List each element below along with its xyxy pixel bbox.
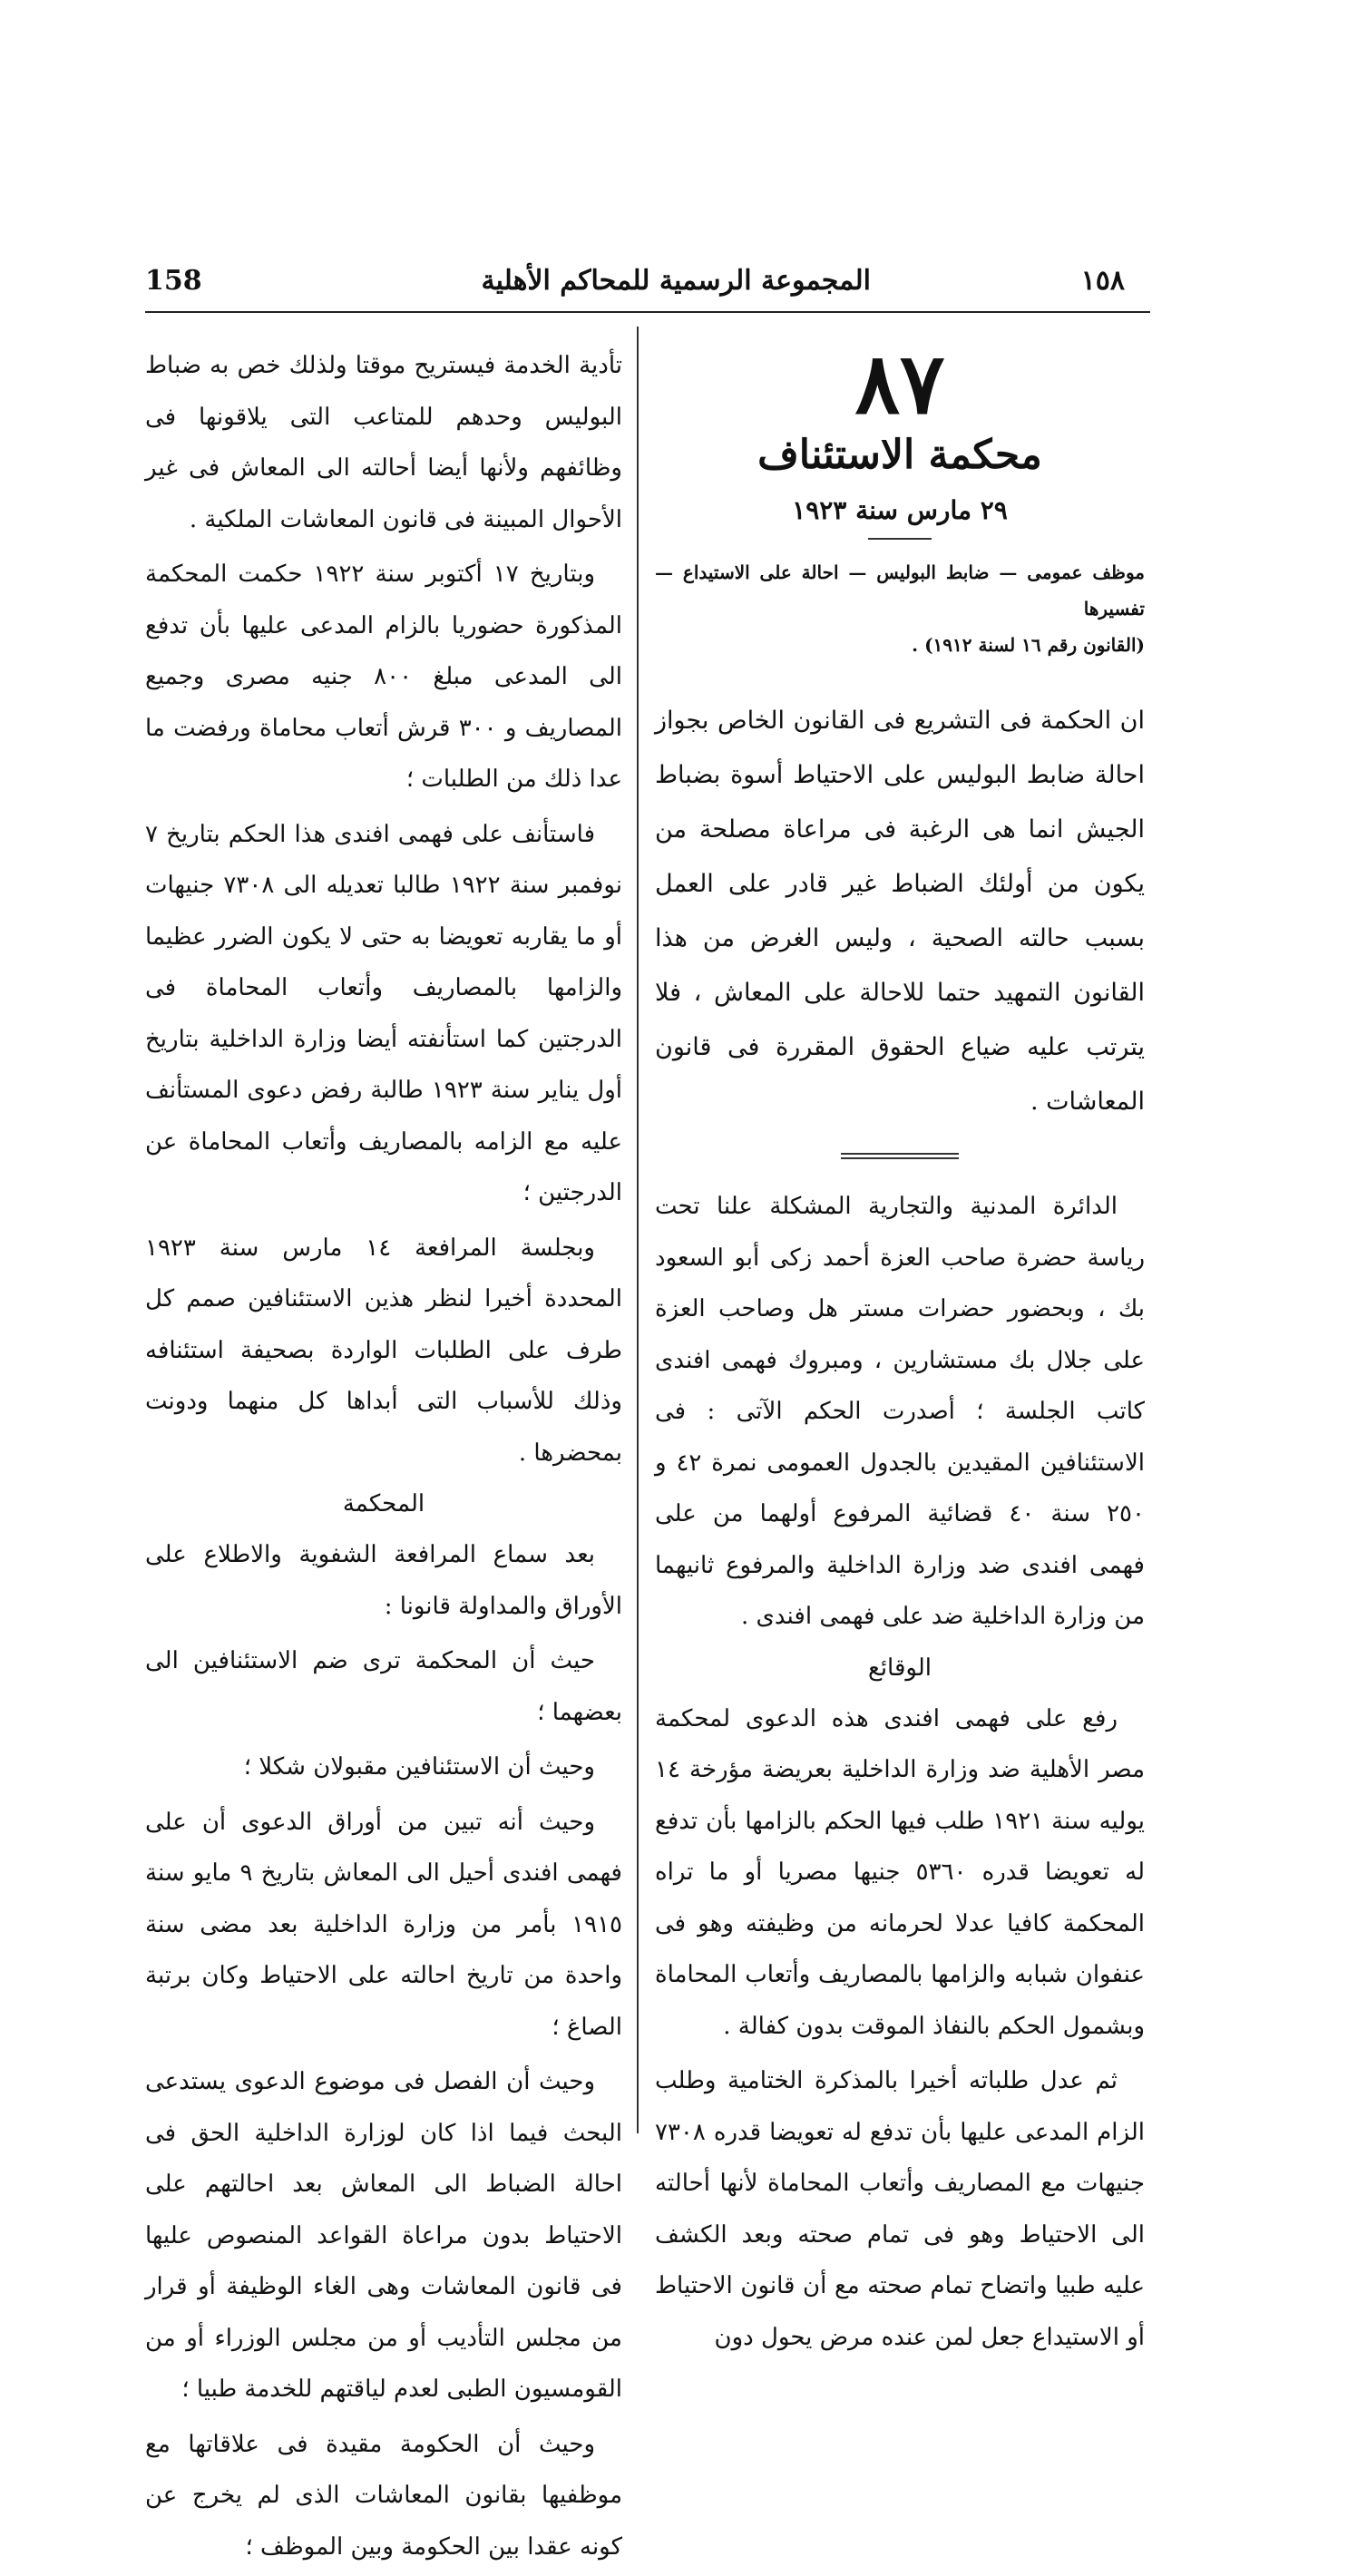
case-date: ٢٩ مارس سنة ١٩٢٣	[792, 495, 1008, 525]
paragraph-10: وحيث أن الحكومة مقيدة فى علاقاتها مع موظفيها بقانون المعاشات الذى لم يخرج عن كونه عقدا بين الحكومة وبين الموظف ؛	[145, 2430, 622, 2561]
case-keywords	[655, 554, 1145, 663]
court-title: المحكمة	[342, 1490, 425, 1517]
paragraph-9: وحيث أن الفصل فى موضوع الدعوى يستدعى البحث فيما اذا كان لوزارة الداخلية الحق فى احالة الضباط الى المعاش بعد احالتهم على الاحتياط بدون مراعاة القواعد المنصوص عليها فى قانون المعاشات وهى الغاء الوظيفة أو قرار من مجلس التأديب أو من مجلس الوزراء أو من القومسيون الطبى لعدم لياقتهم للخدمة طبيا ؛	[145, 2068, 622, 2403]
facts-title: الوقائع	[867, 1654, 932, 1682]
paragraph-2: وبتاريخ ١٧ أكتوبر سنة ١٩٢٢ حكمت المحكمة المذكورة حضوريا بالزام المدعى عليها بأن تدفع الى المدعى مبلغ ٨٠٠ جنيه مصرى وجميع المصاريف و ٣٠٠ قرش أتعاب محاماة ورفضت ما عدا ذلك من الطلبات ؛	[145, 561, 623, 793]
date-rule	[868, 538, 932, 540]
case-summary: ان الحكمة فى التشريع فى القانون الخاص بجواز احالة ضابط البوليس على الاحتياط أسوة بضباط الجيش انما هى الرغبة فى مراعاة مصلحة من يكون من أولئك الضباط غير قادر على العمل بسبب حالته الصحية ، وليس الغرض من هذا القانون التمهيد حتما للاحالة على المعاش ، فلا يترتب عليه ضياع الحقوق المقررة فى قانون المعاشات .	[655, 707, 1145, 1116]
paragraph-7: وحيث أن الاستئنافين مقبولان شكلا ؛	[243, 1753, 595, 1781]
paragraph-4: وبجلسة المرافعة ١٤ مارس سنة ١٩٢٣ المحددة أخيرا لنظر هذين الاستئنافين صمم كل طرف على الطلبات الواردة بصحيفة استئنافه وذلك للأسباب التى أبداها كل منهما ودونت بمحضرها .	[145, 1234, 622, 1467]
right-column	[655, 335, 1145, 2366]
paragraph-6: حيث أن المحكمة ترى ضم الاستئنافين الى بعضهما ؛	[145, 1647, 622, 1726]
page-number-arabic: ١٥٨	[1080, 265, 1125, 297]
left-column	[145, 340, 622, 2576]
paragraph-8: وحيث أنه تبين من أوراق الدعوى أن على فهمى افندى أحيل الى المعاش بتاريخ ٩ مايو سنة ١٩١٥ بأمر من وزارة الداخلية بعد مضى سنة واحدة من تاريخ احالته على الاحتياط وكان برتبة الصاغ ؛	[145, 1808, 622, 2041]
paragraph-1: تأدية الخدمة فيستريح موقتا ولذلك خص به ضباط البوليس وحدهم للمتاعب التى يلاقونها فى وظائفهم ولأنها أيضا أحالته الى المعاش فى غير الأحوال المبينة فى قانون المعاشات الملكية .	[145, 352, 622, 533]
law-reference: (القانون رقم ١٦ لسنة ١٩١٢) .	[912, 634, 1145, 656]
page-number-latin: 158	[145, 265, 202, 297]
keywords-text: موظف عمومى — ضابط البوليس — احالة على الاستيداع — تفسيرها	[655, 561, 1145, 620]
running-title: المجموعة الرسمية للمحاكم الأهلية	[481, 265, 871, 297]
bench-paragraph: الدائرة المدنية والتجارية المشكلة علنا تحت رياسة حضرة صاحب العزة أحمد زكى أبو السعود بك ، وبحضور حضرات مستر هل وصاحب العزة على جلال بك مستشارين ، ومبروك فهمى افندى كاتب الجلسة ؛ أصدرت الحكم الآتى : فى الاستئنافين المقيدين بالجدول العمومى نمرة ٤٢ و ٢٥٠ سنة ٤٠ قضائية المرفوع أولهما من على فهمى افندى ضد وزارة الداخلية والمرفوع ثانيهما من وزارة الداخلية ضد على فهمى افندى .	[655, 1193, 1145, 1630]
facts-paragraph-2: ثم عدل طلباته أخيرا بالمذكرة الختامية وطلب الزام المدعى عليها بأن تدفع له تعويضا قدره ٧٣٠٨ جنيهات مع المصاريف وأتعاب المحاماة لأنها أحالته الى الاحتياط وهو فى تمام صحته وبعد الكشف عليه طبيا واتضاح تمام صحته مع أن قانون الاحتياط أو الاستيداع جعل لمن عنده مرض يحول دون	[655, 2067, 1145, 2351]
facts-paragraph-1: رفع على فهمى افندى هذه الدعوى لمحكمة مصر الأهلية ضد وزارة الداخلية بعريضة مؤرخة ١٤ يوليه سنة ١٩٢١ طلب فيها الحكم بالزامها بأن تدفع له تعويضا قدره ٥٣٦٠ جنيها مصريا أو ما تراه المحكمة كافيا عدلا لحرمانه من وظيفته وهو فى عنفوان شبابه والزامها بالمصاريف وأتعاب المحاماة وبشمول الحكم بالنفاذ الموقت بدون كفالة .	[655, 1704, 1145, 2040]
header-rule	[145, 311, 1150, 313]
court-name: محكمة الاستئناف	[757, 432, 1042, 478]
column-divider	[637, 327, 639, 2133]
paragraph-3: فاستأنف على فهمى افندى هذا الحكم بتاريخ ٧ نوفمبر سنة ١٩٢٢ طالبا تعديله الى ٧٣٠٨ جنيهات أو ما يقاربه تعويضا به حتى لا يكون الضرر عظيما والزامها بالمصاريف وأتعاب المحاماة فى الدرجتين كما استأنفته أيضا وزارة الداخلية بتاريخ أول يناير سنة ١٩٢٣ طالبة رفض دعوى المستأنف عليه مع الزامه بالمصاريف وأتعاب المحاماة عن الدرجتين ؛	[145, 820, 622, 1206]
paragraph-5: بعد سماع المرافعة الشفوية والاطلاع على الأوراق والمداولة قانونا :	[145, 1541, 622, 1620]
case-number: ٨٧	[854, 335, 945, 433]
summary-rule	[841, 1153, 959, 1159]
